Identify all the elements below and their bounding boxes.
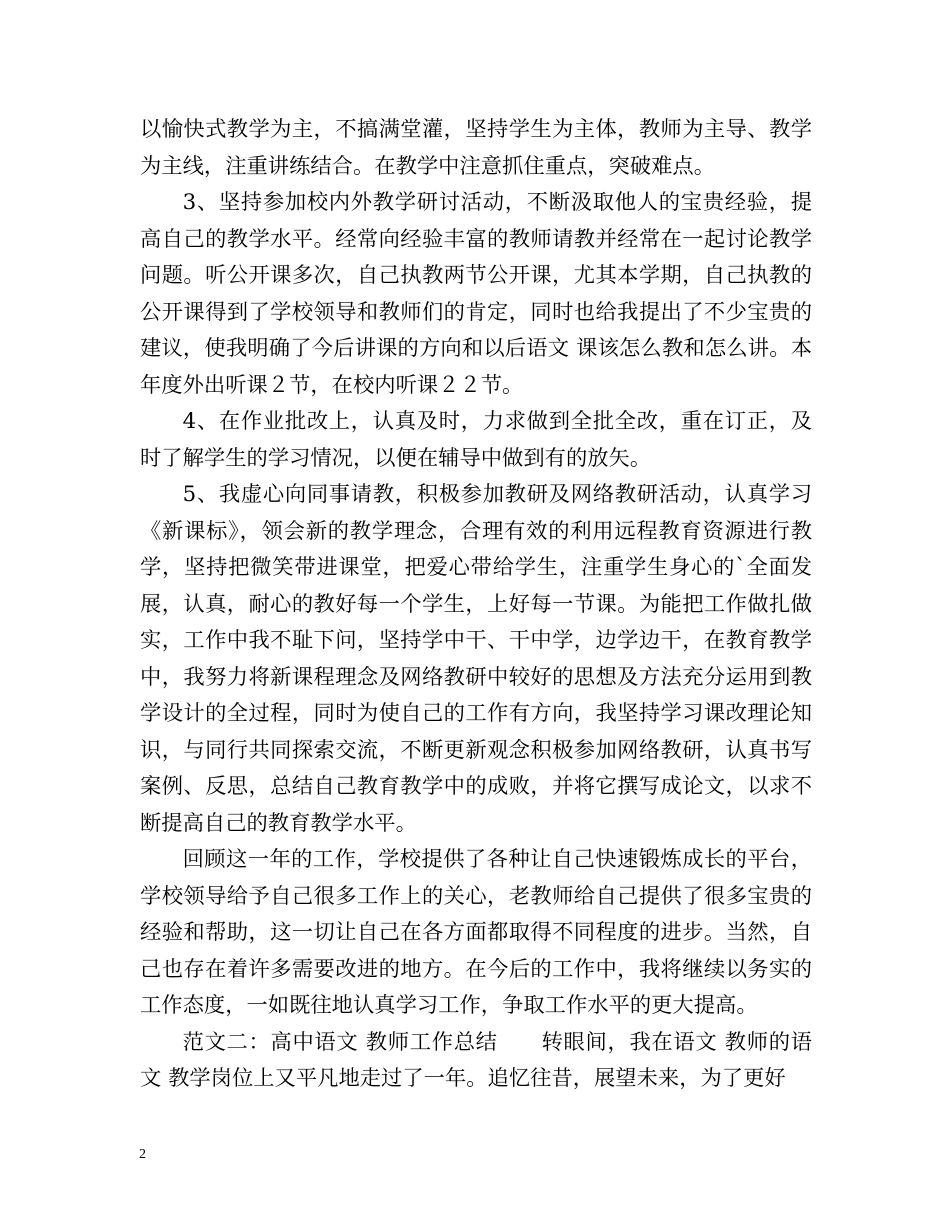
paragraph-item-4: 4、在作业批改上，认真及时，力求做到全批全改，重在订正，及时了解学生的学习情况，以便在辅导中做到有的放矢。 [140,409,812,471]
document-body [140,112,812,1098]
paragraph-sample-two: 范文二：高中语文 教师工作总结 转眼间，我在语文 教师的语文 教学岗位上又平凡地走过了一年。追忆往昔，展望未来，为了更好 [140,1029,812,1091]
paragraph-review: 回顾这一年的工作，学校提供了各种让自己快速锻炼成长的平台，学校领导给予自己很多工作上的关心，老教师给自己提供了很多宝贵的经验和帮助，这一切让自己在各方面都取得不同程度的进步。当然，自己也存在着许多需要改进的地方。在今后的工作中，我将继续以务实的工作态度，一如既往地认真学习工作，争取工作水平的更大提高。 [140,847,812,1018]
page-number: 2 [139,1147,146,1162]
paragraph-item-3: 3、坚持参加校内外教学研讨活动，不断汲取他人的宝贵经验，提高自己的教学水平。经常向经验丰富的教师请教并经常在一起讨论教学问题。听公开课多次，自己执教两节公开课，尤其本学期，自己执教的公开课得到了学校领导和教师们的肯定，同时也给我提出了不少宝贵的建议，使我明确了今后讲课的方向和以后语文 课该怎么教和怎么讲。本年度外出听课２节，在校内听课２２节。 [140,190,812,398]
paragraph-continuation: 以愉快式教学为主，不搞满堂灌，坚持学生为主体，教师为主导、教学为主线，注重讲练结合。在教学中注意抓住重点，突破难点。 [140,117,812,179]
paragraph-item-5: 5、我虚心向同事请教，积极参加教研及网络教研活动，认真学习《新课标》，领会新的教学理念，合理有效的利用远程教育资源进行教学，坚持把微笑带进课堂，把爱心带给学生，注重学生身心的`全面发展，认真，耐心的教好每一个学生，上好每一节课。为能把工作做扎做实，工作中我不耻下问，坚持学中干、干中学，边学边干，在教育教学中，我努力将新课程理念及网络教研中较好的思想及方法充分运用到教学设计的全过程，同时为使自己的工作有方向，我坚持学习课改理论知识，与同行共同探索交流，不断更新观念积极参加网络教研，认真书写案例、反思，总结自己教育教学中的成败，并将它撰写成论文，以求不断提高自己的教育教学水平。 [140,482,812,836]
